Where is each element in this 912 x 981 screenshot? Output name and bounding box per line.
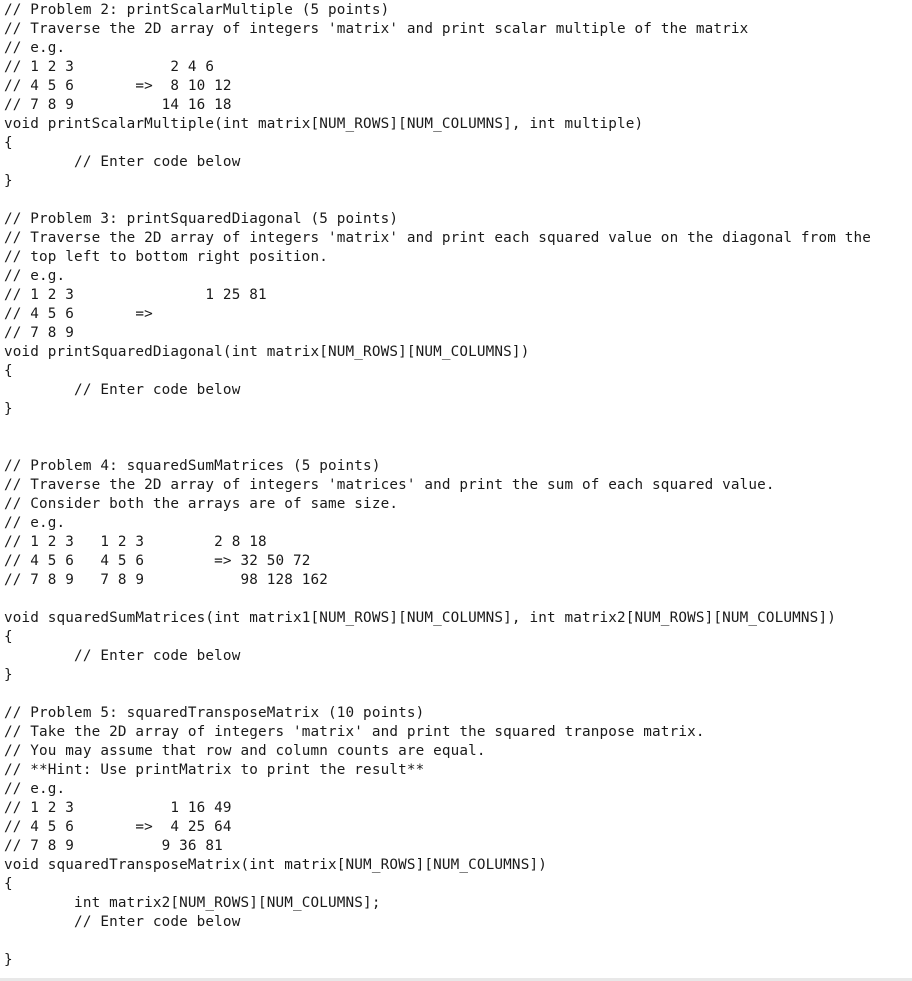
code-line xyxy=(4,590,871,609)
code-line: // Enter code below xyxy=(4,382,241,398)
code-line: // 7 8 9 xyxy=(4,325,75,341)
code-line: } xyxy=(4,952,13,968)
code-line: // Problem 5: squaredTransposeMatrix (10 points) xyxy=(4,705,425,721)
code-line: // 4 5 6 => 4 25 64 xyxy=(4,819,232,835)
code-line: } xyxy=(4,401,13,417)
code-line: // 1 2 3 1 16 49 xyxy=(4,800,232,816)
code-line xyxy=(4,932,871,951)
code-line: // Enter code below xyxy=(4,154,241,170)
code-line xyxy=(4,438,871,457)
code-line xyxy=(4,685,871,704)
code-line: { xyxy=(4,876,13,892)
code-line: // 4 5 6 4 5 6 => 32 50 72 xyxy=(4,553,311,569)
code-line: // Take the 2D array of integers 'matrix' and print the squared tranpose matrix. xyxy=(4,724,705,740)
code-line: // Traverse the 2D array of integers 'matrix' and print scalar multiple of the matrix xyxy=(4,21,749,37)
code-line: // Problem 3: printSquaredDiagonal (5 points) xyxy=(4,211,399,227)
code-line: // Enter code below xyxy=(4,648,241,664)
code-line: // 7 8 9 9 36 81 xyxy=(4,838,223,854)
code-line xyxy=(4,419,871,438)
code-line: // 1 2 3 1 2 3 2 8 18 xyxy=(4,534,267,550)
code-line: { xyxy=(4,135,13,151)
code-line: } xyxy=(4,173,13,189)
code-line: } xyxy=(4,667,13,683)
code-line: // e.g. xyxy=(4,781,66,797)
code-line: // Enter code below xyxy=(4,914,241,930)
code-line: void printScalarMultiple(int matrix[NUM_ROWS][NUM_COLUMNS], int multiple) xyxy=(4,116,644,132)
code-line: // e.g. xyxy=(4,268,66,284)
code-text[interactable] xyxy=(4,1,871,970)
code-line: // Consider both the arrays are of same size. xyxy=(4,496,399,512)
code-line: // **Hint: Use printMatrix to print the result** xyxy=(4,762,425,778)
code-line: // 1 2 3 2 4 6 xyxy=(4,59,215,75)
code-line: // 7 8 9 7 8 9 98 128 162 xyxy=(4,572,329,588)
code-line: // You may assume that row and column counts are equal. xyxy=(4,743,486,759)
code-line: // top left to bottom right position. xyxy=(4,249,329,265)
code-line: // 4 5 6 => xyxy=(4,306,153,322)
code-line: // 7 8 9 14 16 18 xyxy=(4,97,232,113)
code-line: int matrix2[NUM_ROWS][NUM_COLUMNS]; xyxy=(4,895,381,911)
code-line: // e.g. xyxy=(4,40,66,56)
code-line: // Traverse the 2D array of integers 'matrix' and print each squared value on the diagonal from the xyxy=(4,230,871,246)
code-line: // e.g. xyxy=(4,515,66,531)
code-line: { xyxy=(4,363,13,379)
code-line: void printSquaredDiagonal(int matrix[NUM_ROWS][NUM_COLUMNS]) xyxy=(4,344,530,360)
code-line: void squaredTransposeMatrix(int matrix[NUM_ROWS][NUM_COLUMNS]) xyxy=(4,857,547,873)
code-line: // Problem 2: printScalarMultiple (5 points) xyxy=(4,2,390,18)
code-line: { xyxy=(4,629,13,645)
code-line: // 1 2 3 1 25 81 xyxy=(4,287,267,303)
code-line xyxy=(4,191,871,210)
code-line: // 4 5 6 => 8 10 12 xyxy=(4,78,232,94)
code-line: void squaredSumMatrices(int matrix1[NUM_ROWS][NUM_COLUMNS], int matrix2[NUM_ROWS][NUM_COLUMNS]) xyxy=(4,610,836,626)
code-line: // Traverse the 2D array of integers 'matrices' and print the sum of each squared value. xyxy=(4,477,775,493)
code-line: // Problem 4: squaredSumMatrices (5 points) xyxy=(4,458,381,474)
